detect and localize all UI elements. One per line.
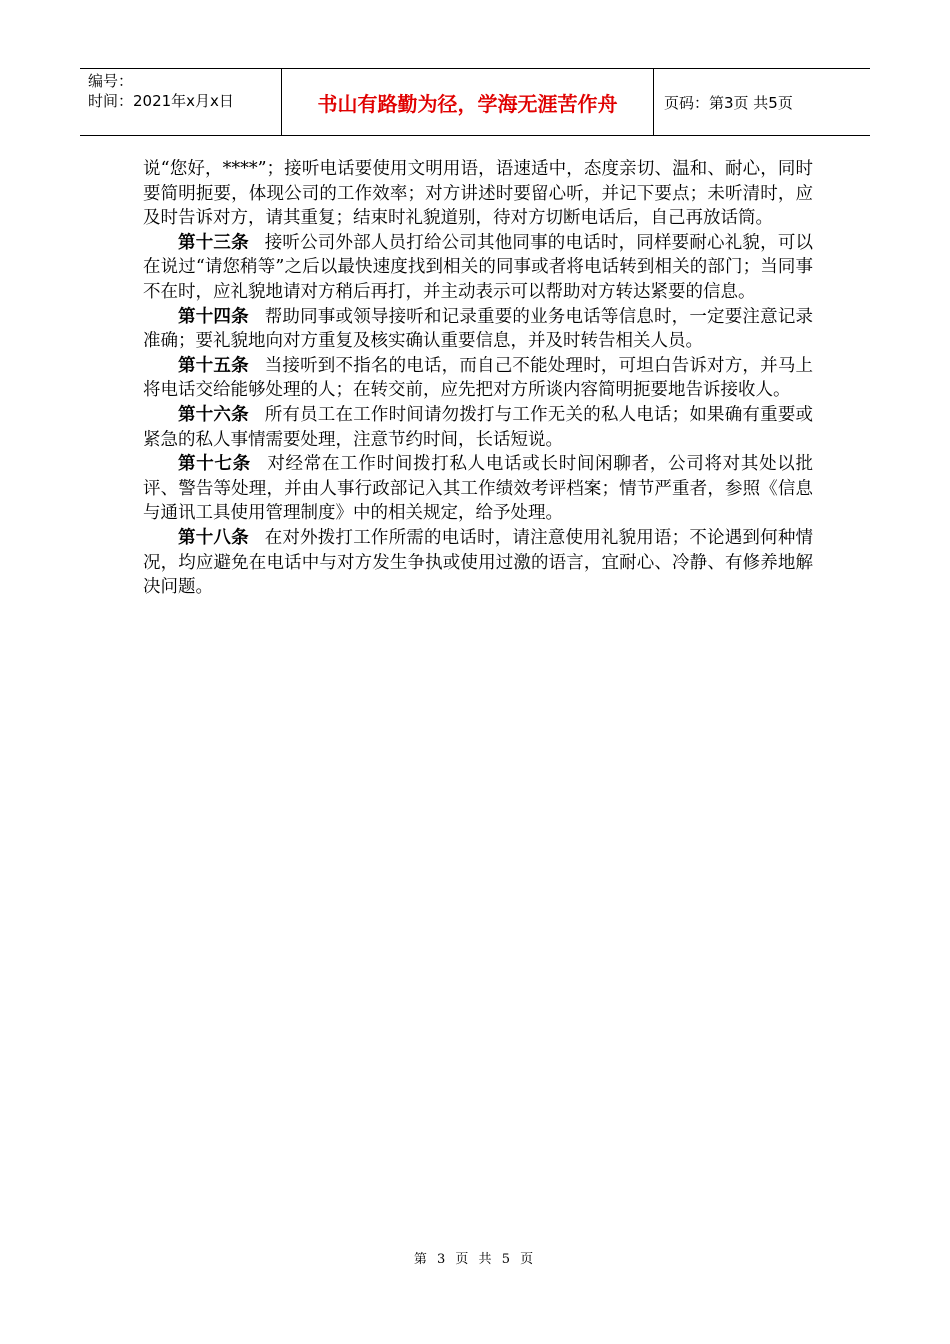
document-number-label: 编号： [88, 72, 134, 90]
article-text: 当接听到不指名的电话，而自己不能处理时，可坦白告诉对方，并马上将电话交给能够处理的人；在转交前，应先把对方所谈内容简明扼要地告诉接收人。 [143, 355, 814, 401]
intro-paragraph: 说“您好，****”；接听电话要使用文明用语，语速适中，态度亲切、温和、耐心，同时要简明扼要，体现公司的工作效率；对方讲述时要留心听，并记下要点；未听清时，应及时告诉对方，请其重复；结束时礼貌道别，待对方切断电话后，自己再放话筒。 [143, 159, 813, 229]
article-text: 所有员工在工作时间请勿拨打与工作无关的私人电话；如果确有重要或紧急的私人事情需要处理，注意节约时间，长话短说。 [143, 404, 814, 450]
page-header [80, 68, 870, 136]
header-page-info: 页码：第3页 共5页 [664, 93, 793, 112]
article-label: 第十六条 [178, 404, 249, 425]
article-14 [143, 305, 813, 354]
article-text: 接听公司外部人员打给公司其他同事的电话时，同样要耐心礼貌，可以在说过“请您稍等”之后以最快速度找到相关的同事或者将电话转到相关的部门；当同事不在时，应礼貌地请对方稍后再打，并主动表示可以帮助对方转达紧要的信息。 [143, 232, 814, 302]
article-label: 第十五条 [178, 355, 249, 376]
document-body [143, 157, 813, 600]
article-label: 第十三条 [178, 232, 249, 253]
article-13 [143, 231, 813, 305]
article-text: 在对外拨打工作所需的电话时，请注意使用礼貌用语；不论遇到何种情况，均应避免在电话中与对方发生争执或使用过激的语言，宜耐心、冷静、有修养地解决问题。 [143, 527, 814, 598]
article-label: 第十八条 [178, 527, 249, 548]
header-motto: 书山有路勤为径，学海无涯苦作舟 [282, 69, 654, 135]
article-17 [143, 452, 813, 526]
article-label: 第十四条 [178, 306, 249, 327]
article-text: 帮助同事或领导接听和记录重要的业务电话等信息时，一定要注意记录准确；要礼貌地向对方重复及核实确认重要信息，并及时转告相关人员。 [143, 306, 814, 352]
article-label: 第十七条 [178, 454, 251, 475]
article-16 [143, 403, 813, 452]
document-time-label: 时间：2021年x月x日 [88, 92, 234, 110]
article-text: 对经常在工作时间拨打私人电话或长时间闲聊者，公司将对其处以批评、警告等处理，并由人事行政部记入其工作绩效考评档案；情节严重者，参照《信息与通讯工具使用管理制度》中的相关规定，给予处理。 [143, 454, 814, 524]
page-footer-number: 第 3 页 共 5 页 [413, 1252, 537, 1267]
article-18 [143, 526, 813, 600]
article-15 [143, 354, 813, 403]
header-meta [80, 69, 282, 135]
